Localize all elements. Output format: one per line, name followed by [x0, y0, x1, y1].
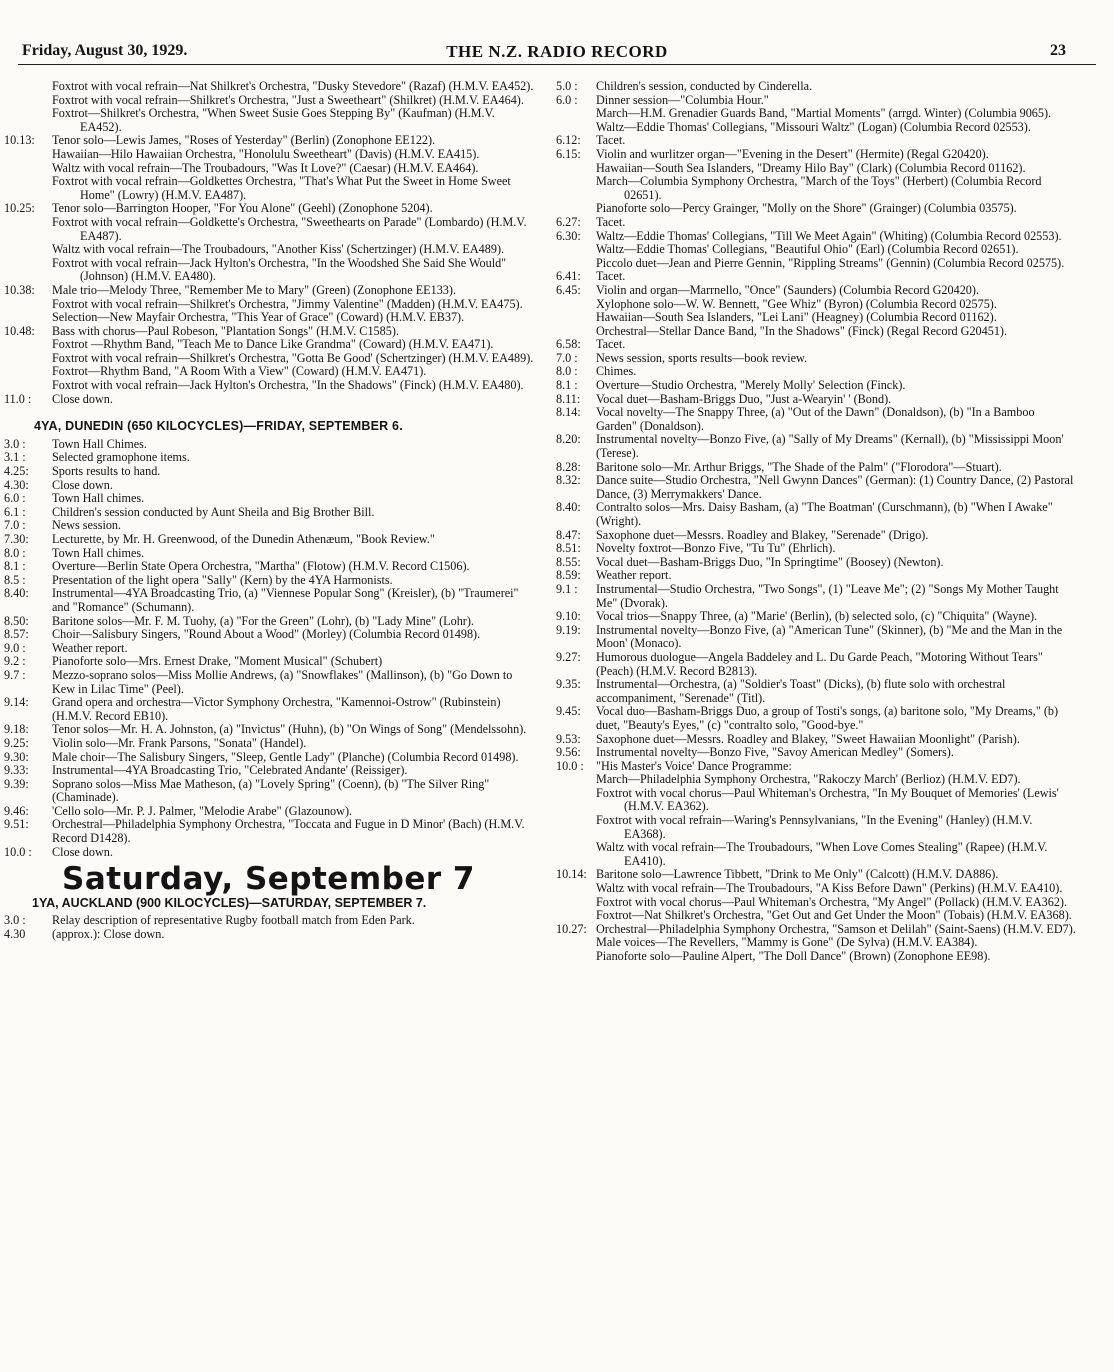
- entry-time: 8.5 :: [4, 572, 26, 587]
- issue-date: Friday, August 30, 1929.: [22, 42, 188, 59]
- entry-time: 9.7 :: [4, 667, 26, 682]
- entry-time: 9.33:: [4, 763, 29, 778]
- entry-text: Tacet.: [596, 214, 626, 229]
- programme-entry: [556, 705, 1076, 732]
- entry-text: Foxtrot—Nat Shilkret's Orchestra, "Get Out and Get Under the Moon" (Tobais) (H.M.V. EA368).: [596, 908, 1072, 923]
- entry-text: Foxtrot with vocal chorus—Paul Whiteman's Orchestra, "My Angel" (Pollack) (H.M.V. EA362).: [596, 894, 1068, 909]
- entry-text: Instrumental novelty—Bonzo Five, (a) "American Tune" (Skinner), (b) "Me and the Man in the Moon' (Monaco).: [596, 622, 1063, 651]
- entry-text: Instrumental—4YA Broadcasting Trio, "Celebrated Andante' (Reissiger).: [52, 763, 408, 778]
- programme-entry: [556, 814, 1076, 841]
- programme-entry: [556, 406, 1076, 433]
- entry-text: Waltz with vocal refrain—The Troubadours, "A Kiss Before Dawn" (Perkins) (H.M.V. EA410).: [596, 881, 1063, 896]
- entry-text: Hawaiian—Hilo Hawaiian Orchestra, "Honolulu Sweetheart" (Davis) (H.M.V. EA415).: [52, 146, 480, 161]
- programme-entry: [4, 94, 538, 108]
- programme-entry: [4, 928, 538, 942]
- entry-text: Tenor solos—Mr. H. A. Johnston, (a) "Invictus" (Huhn), (b) "On Wings of Song" (Mendelssohn).: [52, 722, 527, 737]
- programme-entry: [4, 479, 538, 493]
- entry-time: 8.1 :: [556, 378, 578, 393]
- programme-entry: [556, 243, 1076, 257]
- entry-time: 6.45:: [556, 282, 581, 297]
- entry-text: Foxtrot with vocal refrain—Shilkret's Orchestra, "Just a Sweetheart" (Shilkret) (H.M.V. EA464).: [52, 92, 524, 107]
- entry-text: Choir—Salisbury Singers, "Round About a Wood" (Morley) (Columbia Record 01498).: [52, 627, 481, 642]
- programme-entry: [556, 352, 1076, 366]
- programme-entry: [4, 175, 538, 202]
- programme-entry: [556, 365, 1076, 379]
- entry-time: 10.0 :: [556, 758, 584, 773]
- entry-time: 7.0 :: [4, 518, 26, 533]
- entry-time: 8.1 :: [4, 559, 26, 574]
- programme-entry: [4, 628, 538, 642]
- entry-text: Instrumental—4YA Broadcasting Trio, (a) "Viennese Popular Song" (Kreisler), (b) "Traumerei" and "Romance" (Schumann).: [52, 586, 519, 614]
- programme-entry: [4, 805, 538, 819]
- entry-time: 9.35:: [556, 677, 581, 692]
- entry-text: Tacet.: [596, 269, 626, 284]
- entry-text: Children's session, conducted by Cinderella.: [596, 79, 813, 93]
- entry-text: "His Master's Voice' Dance Programme:: [596, 758, 792, 773]
- programme-entry: [4, 642, 538, 656]
- entry-time: 3.1 :: [4, 450, 26, 465]
- entry-time: 10.48:: [4, 323, 35, 338]
- programme-entry: [556, 134, 1076, 148]
- programme-entry: [4, 134, 538, 148]
- entry-time: 9.45:: [556, 704, 581, 719]
- entry-text: Waltz—Eddie Thomas' Collegians, "Missouri Waltz" (Logan) (Columbia Record 02553).: [596, 119, 1031, 134]
- right-column: [556, 80, 1076, 964]
- entry-time: 8.51:: [556, 541, 581, 556]
- entry-text: Humorous duologue—Angela Baddeley and L. Du Garde Peach, "Motoring Without Tears" (Peach) (H.M.V. Record B2813).: [596, 649, 1043, 678]
- programme-entry: [4, 547, 538, 561]
- programme-entry: [556, 787, 1076, 814]
- entry-time: 9.30:: [4, 749, 29, 764]
- programme-entry: [4, 257, 538, 284]
- entry-text: Violin and wurlitzer organ—"Evening in the Desert" (Hermite) (Regal G20420).: [596, 146, 989, 161]
- entry-time: 8.47:: [556, 527, 581, 542]
- entry-text: Foxtrot with vocal refrain—Nat Shilkret's Orchestra, "Dusky Stevedore" (Razaf) (H.M.V. EA452).: [52, 79, 534, 93]
- programme-entry: [556, 461, 1076, 475]
- entry-text: Lecturette, by Mr. H. Greenwood, of the Dunedin Athenæum, "Book Review.": [52, 532, 435, 546]
- entry-time: 6.15:: [556, 146, 581, 161]
- entry-text: Waltz with vocal refrain—The Troubadours, "Was It Love?" (Caesar) (H.M.V. EA464).: [52, 160, 479, 175]
- entry-text: Saxophone duet—Messrs. Roadley and Blakey, "Sweet Hawaiian Moonlight" (Parish).: [596, 731, 1020, 746]
- entry-time: 8.59:: [556, 568, 581, 583]
- entry-text: Foxtrot—Shilkret's Orchestra, "When Sweet Susie Goes Stepping By" (Kaufman) (H.M.V. EA452).: [52, 106, 495, 134]
- entry-text: Children's session conducted by Aunt Sheila and Big Brother Bill.: [52, 504, 375, 519]
- programme-entry: [556, 651, 1076, 678]
- entry-text: Pianoforte solo—Percy Grainger, "Molly on the Shore" (Grainger) (Columbia 03575).: [596, 201, 1017, 216]
- programme-entry: [556, 529, 1076, 543]
- entry-text: Male trio—Melody Three, "Remember Me to Mary" (Green) (Zonophone EE133).: [52, 282, 457, 297]
- entry-text: Weather report.: [596, 568, 672, 583]
- programme-entry: [4, 492, 538, 506]
- entry-text: Dinner session—"Columbia Hour.": [596, 92, 769, 107]
- programme-entry: [4, 778, 538, 805]
- entry-text: Presentation of the light opera "Sally" (Kern) by the 4YA Harmonists.: [52, 572, 393, 587]
- programme-entry: [556, 868, 1076, 882]
- entry-time: 6.30:: [556, 228, 581, 243]
- entry-time: 4.25:: [4, 464, 29, 479]
- entry-time: 4.30: [4, 927, 26, 942]
- entry-text: News session, sports results—book review.: [596, 350, 808, 365]
- programme-entry: [4, 107, 538, 134]
- entry-text: Vocal duet—Basham-Briggs Duo, "Just a-Wearyin' ' (Bond).: [596, 391, 892, 406]
- programme-entry: [4, 818, 538, 845]
- programme-entry: [4, 148, 538, 162]
- entry-time: 4.30:: [4, 477, 29, 492]
- auckland-listing: [4, 914, 538, 941]
- entry-text: Overture—Berlin State Opera Orchestra, "Martha" (Flotow) (H.M.V. Record C1506).: [52, 559, 470, 574]
- programme-entry: [4, 243, 538, 257]
- entry-time: 3.0 :: [4, 913, 26, 928]
- entry-time: 7.30:: [4, 532, 29, 546]
- entry-text: Sports results to hand.: [52, 464, 161, 479]
- programme-entry: [556, 311, 1076, 325]
- entry-time: 8.32:: [556, 473, 581, 488]
- entry-text: March—Philadelphia Symphony Orchestra, "Rakoczy March' (Berlioz) (H.M.V. ED7).: [596, 772, 1021, 787]
- programme-entry: [556, 773, 1076, 787]
- entry-text: March—Columbia Symphony Orchestra, "March of the Toys" (Herbert) (Columbia Record 02651).: [596, 174, 1042, 202]
- entry-text: Hawaiian—South Sea Islanders, "Dreamy Hilo Bay" (Clark) (Columbia Record 01162).: [596, 160, 1026, 175]
- entry-text: Dance suite—Studio Orchestra, "Nell Gwynn Dances" (German): (1) Country Dance, (2) Pastoral Dance, (3) Merrymakkers' Dance.: [596, 473, 1074, 501]
- friday-continued-listing: [4, 80, 538, 406]
- entry-time: 11.0 :: [4, 391, 32, 406]
- entry-time: 9.18:: [4, 722, 29, 737]
- entry-time: 8.11:: [556, 391, 581, 406]
- entry-text: Close down.: [52, 477, 113, 492]
- programme-entry: [4, 311, 538, 325]
- programme-entry: [4, 379, 538, 393]
- entry-time: 9.46:: [4, 803, 29, 818]
- entry-text: Orchestral—Philadelphia Symphony Orchestra, "Samson et Delilah" (Saint-Saens) (H.M.V. ED7).: [596, 921, 1076, 936]
- entry-text: Instrumental novelty—Bonzo Five, (a) "Sally of My Dreams" (Kernall), (b) "Mississippi Moon' (Terese).: [596, 432, 1064, 461]
- programme-entry: [4, 451, 538, 465]
- entry-text: Violin solo—Mr. Frank Parsons, "Sonata" (Handel).: [52, 735, 307, 750]
- entry-time: 10.0 :: [4, 844, 32, 859]
- entry-text: Contralto solos—Mrs. Daisy Basham, (a) "The Boatman' (Curschmann), (b) "When I Awake" (Wright).: [596, 500, 1053, 528]
- dunedin-listing: [4, 438, 538, 859]
- station-heading-4ya: 4YA, DUNEDIN (650 KILOCYCLES)—FRIDAY, SEPTEMBER 6.: [34, 419, 403, 434]
- programme-entry: [556, 624, 1076, 651]
- entry-time: 8.28:: [556, 459, 581, 474]
- entry-time: 5.0 :: [556, 79, 578, 93]
- programme-entry: [556, 733, 1076, 747]
- entry-text: Soprano solos—Miss Mae Matheson, (a) "Lovely Spring" (Coenn), (b) "The Silver Ring" (Chaminade).: [52, 776, 490, 805]
- programme-entry: [4, 338, 538, 352]
- programme-entry: [556, 610, 1076, 624]
- entry-text: Town Hall chimes.: [52, 545, 145, 560]
- programme-entry: [556, 896, 1076, 910]
- programme-entry: [556, 216, 1076, 230]
- entry-time: 3.0 :: [4, 436, 26, 451]
- programme-entry: [556, 148, 1076, 162]
- entry-text: Selected gramophone items.: [52, 450, 190, 465]
- entry-text: Tacet.: [596, 133, 626, 148]
- entry-time: 10.25:: [4, 201, 35, 216]
- page-number: 23: [1050, 42, 1066, 59]
- programme-entry: [556, 284, 1076, 298]
- entry-text: Instrumental novelty—Bonzo Five, "Savoy American Medley" (Somers).: [596, 745, 954, 760]
- entry-time: 8.14:: [556, 405, 581, 420]
- programme-entry: [4, 751, 538, 765]
- entry-text: Town Hall Chimes.: [52, 436, 147, 451]
- entry-text: Vocal novelty—The Snappy Three, (a) "Out of the Dawn" (Donaldson), (b) "In a Bamboo Garden" (Donaldson).: [596, 405, 1035, 433]
- entry-text: Close down.: [52, 391, 113, 406]
- programme-entry: [4, 574, 538, 588]
- entry-text: Vocal duet—Basham-Briggs Duo, "In Springtime" (Boosey) (Newton).: [596, 554, 944, 569]
- left-column: [4, 80, 538, 942]
- entry-text: Foxtrot with vocal refrain—Jack Hylton's Orchestra, "In the Woodshed She Said She Would" (Johnson) (H.M.V. EA480).: [52, 255, 507, 284]
- entry-text: Piccolo duet—Jean and Pierre Gennin, "Rippling Streams" (Gennin) (Columbia Record 02575).: [596, 255, 1065, 270]
- entry-time: 9.39:: [4, 776, 29, 791]
- entry-time: 8.57:: [4, 627, 29, 642]
- entry-text: Tacet.: [596, 337, 626, 352]
- programme-entry: [556, 257, 1076, 271]
- entry-time: 9.1 :: [556, 581, 578, 596]
- programme-entry: [4, 465, 538, 479]
- entry-text: Foxtrot—Rhythm Band, "A Room With a View" (Coward) (H.M.V. EA471).: [52, 364, 427, 379]
- entry-text: Waltz—Eddie Thomas' Collegians, "Beautiful Ohio" (Earl) (Columbia Record 02651).: [596, 242, 1019, 257]
- entry-text: Town Hall chimes.: [52, 491, 145, 506]
- entry-text: Vocal trios—Snappy Three, (a) "Marie' (Berlin), (b) selected solo, (c) "Chiquita" (Wayne).: [596, 609, 1038, 624]
- entry-time: 6.12:: [556, 133, 581, 148]
- programme-entry: [556, 882, 1076, 896]
- entry-time: 9.10:: [556, 609, 581, 624]
- entry-text: Vocal duo—Basham-Briggs Duo, a group of Tosti's songs, (a) baritone solo, "My Dreams," (b) duet, "Beauty's Eyes," (c) "contralto solo, "Good-bye.": [596, 704, 1059, 732]
- programme-entry: [4, 737, 538, 751]
- entry-text: Grand opera and orchestra—Victor Symphony Orchestra, "Kamennoi-Ostrow" (Rubinstein) (H.M.V. Record EB10).: [52, 695, 501, 723]
- programme-entry: [556, 746, 1076, 760]
- entry-text: 'Cello solo—Mr. P. J. Palmer, "Melodie Arabe" (Glazounow).: [52, 803, 353, 818]
- programme-entry: [556, 379, 1076, 393]
- entry-text: Foxtrot with vocal refrain—Jack Hylton's Orchestra, "In the Shadows" (Finck) (H.M.V. EA480).: [52, 378, 524, 393]
- entry-text: Instrumental—Orchestra, (a) "Soldier's Toast" (Dicks), (b) flute solo with orchestral accompaniment, "Serenade" (Titl).: [596, 677, 1006, 705]
- programme-entry: [556, 202, 1076, 216]
- entry-text: Weather report.: [52, 640, 128, 655]
- entry-text: Orchestral—Philadelphia Symphony Orchestra, "Toccata and Fugue in D Minor' (Bach) (H.M.V. Record D1428).: [52, 817, 525, 846]
- programme-entry: [4, 587, 538, 614]
- entry-time: 10.13:: [4, 133, 35, 148]
- programme-entry: [4, 352, 538, 366]
- entry-time: 8.50:: [4, 613, 29, 628]
- entry-time: 6.0 :: [556, 92, 578, 107]
- programme-entry: [556, 583, 1076, 610]
- programme-entry: [556, 923, 1076, 937]
- programme-entry: [556, 121, 1076, 135]
- entry-time: 9.25:: [4, 735, 29, 750]
- programme-entry: [4, 284, 538, 298]
- programme-entry: [556, 909, 1076, 923]
- programme-entry: [4, 438, 538, 452]
- entry-text: Close down.: [52, 844, 113, 859]
- entry-text: Foxtrot with vocal refrain—Goldkettes Orchestra, "That's What Put the Sweet in Home Sweet Home" (Lowry) (H.M.V. EA487).: [52, 174, 511, 202]
- entry-text: Foxtrot with vocal refrain—Goldkette's Orchestra, "Sweethearts on Parade" (Lombardo) (H.M.V. EA487).: [52, 214, 527, 243]
- programme-entry: [4, 560, 538, 574]
- programme-entry: [4, 298, 538, 312]
- entry-time: 9.53:: [556, 731, 581, 746]
- programme-entry: [556, 760, 1076, 774]
- entry-text: Overture—Studio Orchestra, "Merely Molly' Selection (Finck).: [596, 378, 906, 393]
- programme-entry: [556, 474, 1076, 501]
- programme-entry: [4, 615, 538, 629]
- entry-time: 8.55:: [556, 554, 581, 569]
- entry-text: Foxtrot with vocal refrain—Waring's Pennsylvanians, "In the Evening" (Hanley) (H.M.V. EA368).: [596, 813, 1033, 841]
- entry-text: Male choir—The Salisbury Singers, "Sleep, Gentle Lady" (Planche) (Columbia Record 01498).: [52, 749, 519, 764]
- programme-entry: [556, 230, 1076, 244]
- entry-text: March—H.M. Grenadier Guards Band, "Martial Moments" (arrgd. Winter) (Columbia 9065).: [596, 106, 1052, 121]
- programme-entry: [556, 107, 1076, 121]
- programme-entry: [4, 533, 538, 547]
- entry-text: Mezzo-soprano solos—Miss Mollie Andrews, (a) "Snowflakes" (Mallinson), (b) "Go Down to Kew in Lilac Time" (Peel).: [52, 667, 513, 696]
- entry-time: 10.38:: [4, 282, 35, 297]
- programme-entry: [556, 298, 1076, 312]
- programme-entry: [4, 393, 538, 407]
- entry-time: 6.0 :: [4, 491, 26, 506]
- programme-entry: [556, 556, 1076, 570]
- programme-entry: [4, 216, 538, 243]
- entry-time: 8.40:: [4, 586, 29, 601]
- entry-time: 6.41:: [556, 269, 581, 284]
- entry-time: 9.51:: [4, 817, 29, 832]
- day-heading: Saturday, September 7: [62, 861, 476, 898]
- programme-entry: [556, 270, 1076, 284]
- entry-text: Foxtrot —Rhythm Band, "Teach Me to Dance Like Grandma" (Coward) (H.M.V. EA471).: [52, 337, 494, 352]
- entry-time: 9.2 :: [4, 654, 26, 669]
- entry-time: 6.1 :: [4, 504, 26, 519]
- programme-entry: [556, 841, 1076, 868]
- entry-time: 8.0 :: [4, 545, 26, 560]
- entry-text: News session.: [52, 518, 122, 533]
- programme-entry: [4, 655, 538, 669]
- entry-time: 10.14:: [556, 867, 587, 882]
- entry-text: Waltz with vocal refrain—The Troubadours, "Another Kiss' (Schertzinger) (H.M.V. EA489).: [52, 242, 505, 257]
- programme-entry: [4, 162, 538, 176]
- programme-entry: [4, 519, 538, 533]
- publication-title: THE N.Z. RADIO RECORD: [446, 42, 668, 61]
- entry-text: Baritone solos—Mr. F. M. Tuohy, (a) "For the Green" (Lohr), (b) "Lady Mine" (Lohr).: [52, 613, 474, 628]
- entry-time: 9.56:: [556, 745, 581, 760]
- programme-entry: [4, 723, 538, 737]
- entry-time: 8.40:: [556, 500, 581, 515]
- entry-text: Orchestral—Stellar Dance Band, "In the Shadows" (Finck) (Regal Record G20451).: [596, 323, 1008, 338]
- programme-entry: [556, 678, 1076, 705]
- programme-entry: [4, 80, 538, 94]
- programme-entry: [4, 506, 538, 520]
- programme-entry: [556, 569, 1076, 583]
- programme-entry: [4, 764, 538, 778]
- saturday-listing: [556, 80, 1076, 964]
- entry-time: 10.27:: [556, 921, 587, 936]
- entry-text: Hawaiian—South Sea Islanders, "Lei Lani" (Heagney) (Columbia Record 01162).: [596, 310, 997, 325]
- entry-text: Relay description of representative Rugby football match from Eden Park.: [52, 913, 415, 928]
- page-header: [18, 42, 1096, 65]
- entry-time: 6.27:: [556, 214, 581, 229]
- programme-entry: [556, 501, 1076, 528]
- programme-entry: [4, 325, 538, 339]
- entry-text: Xylophone solo—W. W. Bennett, "Gee Whiz" (Byron) (Columbia Record 02575).: [596, 296, 997, 311]
- entry-text: Baritone solo—Lawrence Tibbett, "Drink to Me Only" (Calcott) (H.M.V. DA886).: [596, 867, 999, 882]
- programme-entry: [4, 696, 538, 723]
- entry-time: 9.19:: [556, 622, 581, 637]
- programme-entry: [556, 433, 1076, 460]
- entry-text: Tenor solo—Barrington Hooper, "For You Alone" (Geehl) (Zonophone 5204).: [52, 201, 433, 216]
- programme-entry: [556, 325, 1076, 339]
- entry-text: Pianoforte solo—Pauline Alpert, "The Doll Dance" (Brown) (Zonophone EE98).: [596, 949, 991, 963]
- programme-entry: [556, 542, 1076, 556]
- programme-entry: [4, 669, 538, 696]
- entry-text: Novelty foxtrot—Bonzo Five, "Tu Tu" (Ehrlich).: [596, 541, 836, 556]
- entry-time: 7.0 :: [556, 350, 578, 365]
- entry-text: Waltz with vocal refrain—The Troubadours, "When Love Comes Stealing" (Rapee) (H.M.V. EA410).: [596, 840, 1048, 868]
- entry-text: Foxtrot with vocal refrain—Shilkret's Orchestra, "Jimmy Valentine" (Madden) (H.M.V. EA475).: [52, 296, 523, 311]
- programme-entry: [4, 365, 538, 379]
- entry-text: Baritone solo—Mr. Arthur Briggs, "The Shade of the Palm" ("Florodora"—Stuart).: [596, 459, 1002, 474]
- programme-entry: [556, 338, 1076, 352]
- programme-entry: [556, 950, 1076, 964]
- station-heading-1ya: 1YA, AUCKLAND (900 KILOCYCLES)—SATURDAY, SEPTEMBER 7.: [32, 895, 427, 910]
- entry-text: Selection—New Mayfair Orchestra, "This Year of Grace" (Coward) (H.M.V. EB37).: [52, 310, 465, 325]
- entry-time: 8.20:: [556, 432, 581, 447]
- programme-entry: [556, 936, 1076, 950]
- entry-text: Bass with chorus—Paul Robeson, "Plantation Songs" (H.M.V. C1585).: [52, 323, 399, 338]
- entry-text: Foxtrot with vocal chorus—Paul Whiteman's Orchestra, "In My Bouquet of Memories' (Lewis' (H.M.V. EA362).: [596, 785, 1059, 814]
- entry-text: Chimes.: [596, 364, 637, 379]
- entry-text: Waltz—Eddie Thomas' Collegians, "Till We Meet Again" (Whiting) (Columbia Record 02553).: [596, 228, 1062, 243]
- programme-entry: [556, 80, 1076, 94]
- programme-entry: [4, 914, 538, 928]
- programme-entry: [556, 175, 1076, 202]
- programme-entry: [4, 202, 538, 216]
- entry-text: Violin and organ—Marrnello, "Once" (Saunders) (Columbia Record G20420).: [596, 282, 979, 297]
- entry-time: 8.0 :: [556, 364, 578, 379]
- programme-entry: [556, 393, 1076, 407]
- entry-text: Male voices—The Revellers, "Mammy is Gone" (De Sylva) (H.M.V. EA384).: [596, 935, 978, 950]
- programme-entry: [4, 846, 538, 860]
- entry-text: Tenor solo—Lewis James, "Roses of Yesterday" (Berlin) (Zonophone EE122).: [52, 133, 436, 148]
- programme-entry: [556, 94, 1076, 108]
- programme-entry: [556, 162, 1076, 176]
- entry-time: 9.0 :: [4, 640, 26, 655]
- entry-text: Saxophone duet—Messrs. Roadley and Blakey, "Serenade" (Drigo).: [596, 527, 929, 542]
- entry-time: 6.58:: [556, 337, 581, 352]
- entry-text: (approx.): Close down.: [52, 927, 165, 942]
- entry-time: 9.27:: [556, 649, 581, 664]
- entry-text: Instrumental—Studio Orchestra, "Two Songs", (1) "Leave Me"; (2) "Songs My Mother Taught Me" (Dvorak).: [596, 581, 1059, 610]
- entry-text: Pianoforte solo—Mrs. Ernest Drake, "Moment Musical" (Schubert): [52, 654, 383, 669]
- entry-time: 9.14:: [4, 695, 29, 710]
- entry-text: Foxtrot with vocal refrain—Shilkret's Orchestra, "Gotta Be Good' (Schertzinger) (H.M.V. EA489).: [52, 350, 534, 365]
